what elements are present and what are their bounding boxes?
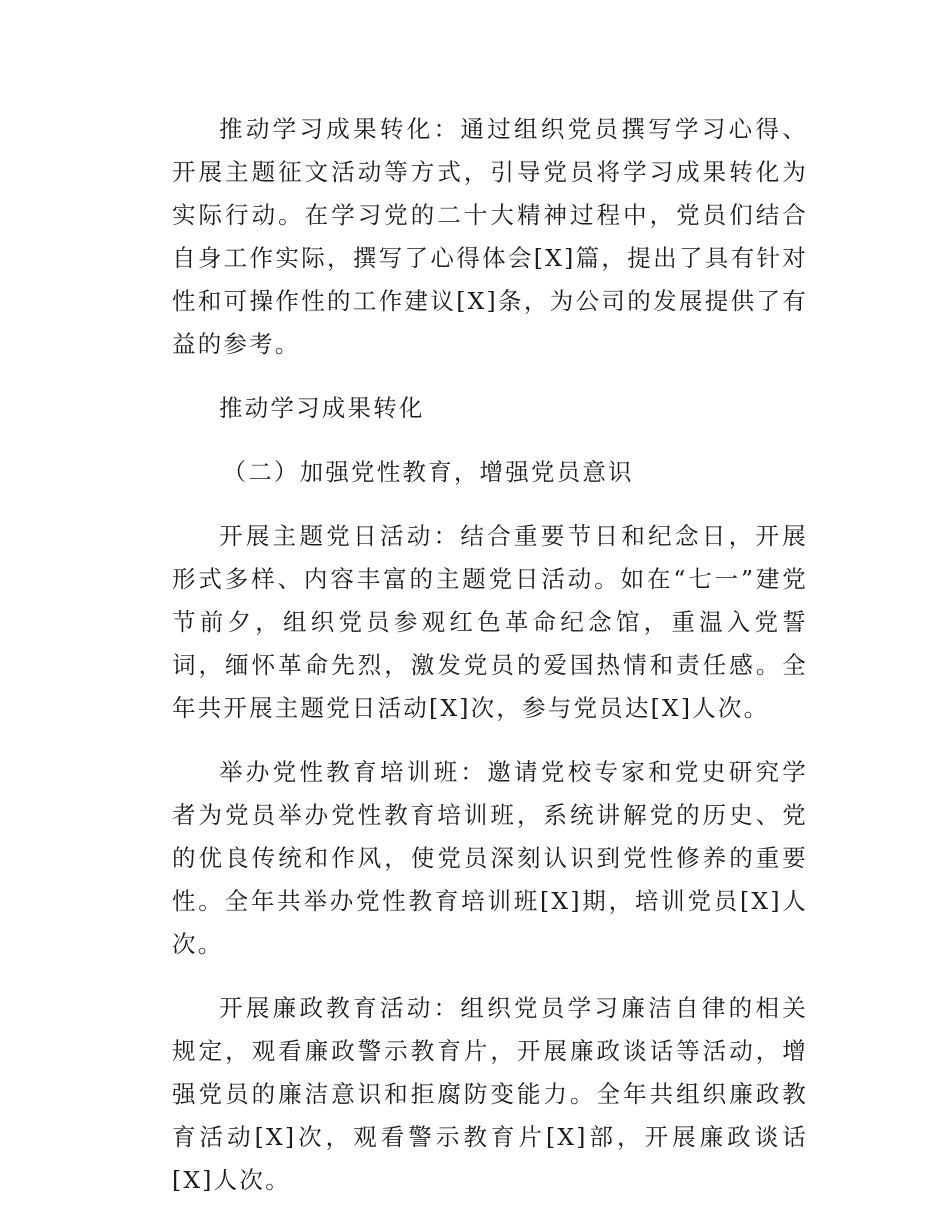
section-heading-party-education: （二）加强党性教育，增强党员意识 bbox=[222, 458, 634, 486]
paragraph-theme-party-day: 开展主题党日活动：结合重要节日和纪念日，开展形式多样、内容丰富的主题党日活动。如在“七一”建党节前夕，组织党员参观红色革命纪念馆，重温入党誓词，缅怀革命先烈，激发党员的爱国热情和责任感。全年共开展主题党日活动[X]次，参与党员达[X]人次。 bbox=[172, 522, 808, 722]
paragraph-study-results-transformation: 推动学习成果转化：通过组织党员撰写学习心得、开展主题征文活动等方式，引导党员将学习成果转化为实际行动。在学习党的二十大精神过程中，党员们结合自身工作实际，撰写了心得体会[X]篇，提出了具有针对性和可操作性的工作建议[X]条，为公司的发展提供了有益的参考。 bbox=[172, 115, 808, 358]
paragraph-party-training-class: 举办党性教育培训班：邀请党校专家和党史研究学者为党员举办党性教育培训班，系统讲解党的历史、党的优良传统和作风，使党员深刻认识到党性修养的重要性。全年共举办党性教育培训班[X]期，培训党员[X]人次。 bbox=[172, 758, 808, 958]
document-body bbox=[172, 108, 808, 1223]
paragraph-heading-study-results: 推动学习成果转化 bbox=[219, 394, 425, 422]
paragraph-integrity-education: 开展廉政教育活动：组织党员学习廉洁自律的相关规定，观看廉政警示教育片，开展廉政谈话等活动，增强党员的廉洁意识和拒腐防变能力。全年共组织廉政教育活动[X]次，观看警示教育片[X]部，开展廉政谈话[X]人次。 bbox=[172, 994, 808, 1194]
